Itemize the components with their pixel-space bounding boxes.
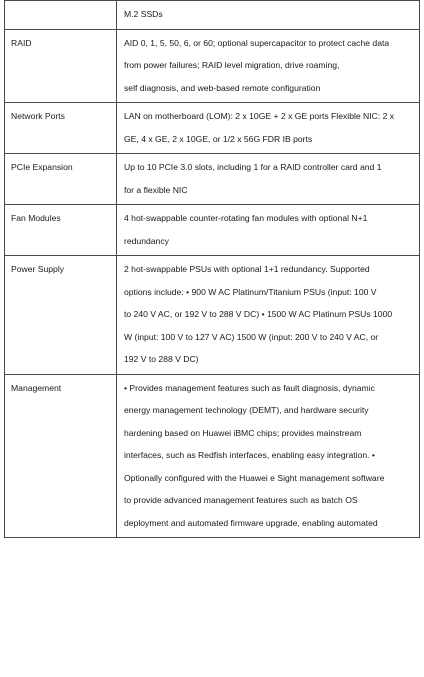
table-row	[5, 103, 420, 154]
row-label	[5, 103, 117, 154]
row-value-text: AID 0, 1, 5, 50, 6, or 60; optional supercapacitor to protect cache data from power failures; RAID level migration, drive roaming, self diagnosis, and web-based remote configuration	[124, 37, 390, 93]
table-row	[5, 256, 420, 375]
row-value-text: 4 hot-swappable counter-rotating fan modules with optional N+1 redundancy	[124, 213, 368, 246]
row-label	[5, 29, 117, 103]
specification-table	[4, 0, 420, 538]
table-row	[5, 154, 420, 205]
row-value	[117, 29, 420, 103]
row-value-text: M.2 SSDs	[124, 9, 163, 19]
table-row	[5, 374, 420, 538]
row-label-text: Power Supply	[11, 264, 65, 274]
row-label-text: Management	[11, 382, 62, 393]
row-label	[5, 205, 117, 256]
row-value-text: • Provides management features such as fault diagnosis, dynamic energy management technology (DEMT), and hardware security hardening based on Huawei iBMC chips; provides mainstream interfaces, such as Redfish interfaces, enabling easy integration. • Optionally configured with the Huawei e Sight management software to provide advanced management features such as batch OS deployment and automated firmware upgrade, enabling automated	[124, 382, 385, 528]
table-row	[5, 205, 420, 256]
row-value	[117, 1, 420, 30]
row-label	[5, 374, 117, 538]
row-value	[117, 374, 420, 538]
row-value-text: 2 hot-swappable PSUs with optional 1+1 redundancy. Supported options include: • 900 W AC Platinum/Titanium PSUs (input: 100 V to 240 V AC, or 192 V to 288 V DC) • 1500 W AC Platinum PSUs 1000 W (input: 100 V to 127 V AC) 1500 W (input: 200 V to 240 V AC, or 192 V to 288 V DC)	[124, 264, 393, 364]
row-value-text: Up to 10 PCIe 3.0 slots, including 1 for a RAID controller card and 1 for a flexible NIC	[124, 162, 382, 195]
row-label	[5, 256, 117, 375]
row-value	[117, 205, 420, 256]
row-value	[117, 103, 420, 154]
row-label-text: Fan Modules	[11, 213, 61, 223]
row-label	[5, 1, 117, 30]
row-label	[5, 154, 117, 205]
row-value-text: LAN on motherboard (LOM): 2 x 10GE + 2 x GE ports Flexible NIC: 2 x GE, 4 x GE, 2 x 10GE, or 1/2 x 56G FDR IB ports	[124, 111, 395, 144]
row-label-text: Network Ports	[11, 111, 65, 121]
row-label-text: RAID	[11, 37, 32, 48]
row-value	[117, 256, 420, 375]
table-row	[5, 1, 420, 30]
row-label-text: PCIe Expansion	[11, 162, 73, 172]
row-value	[117, 154, 420, 205]
table-row	[5, 29, 420, 103]
